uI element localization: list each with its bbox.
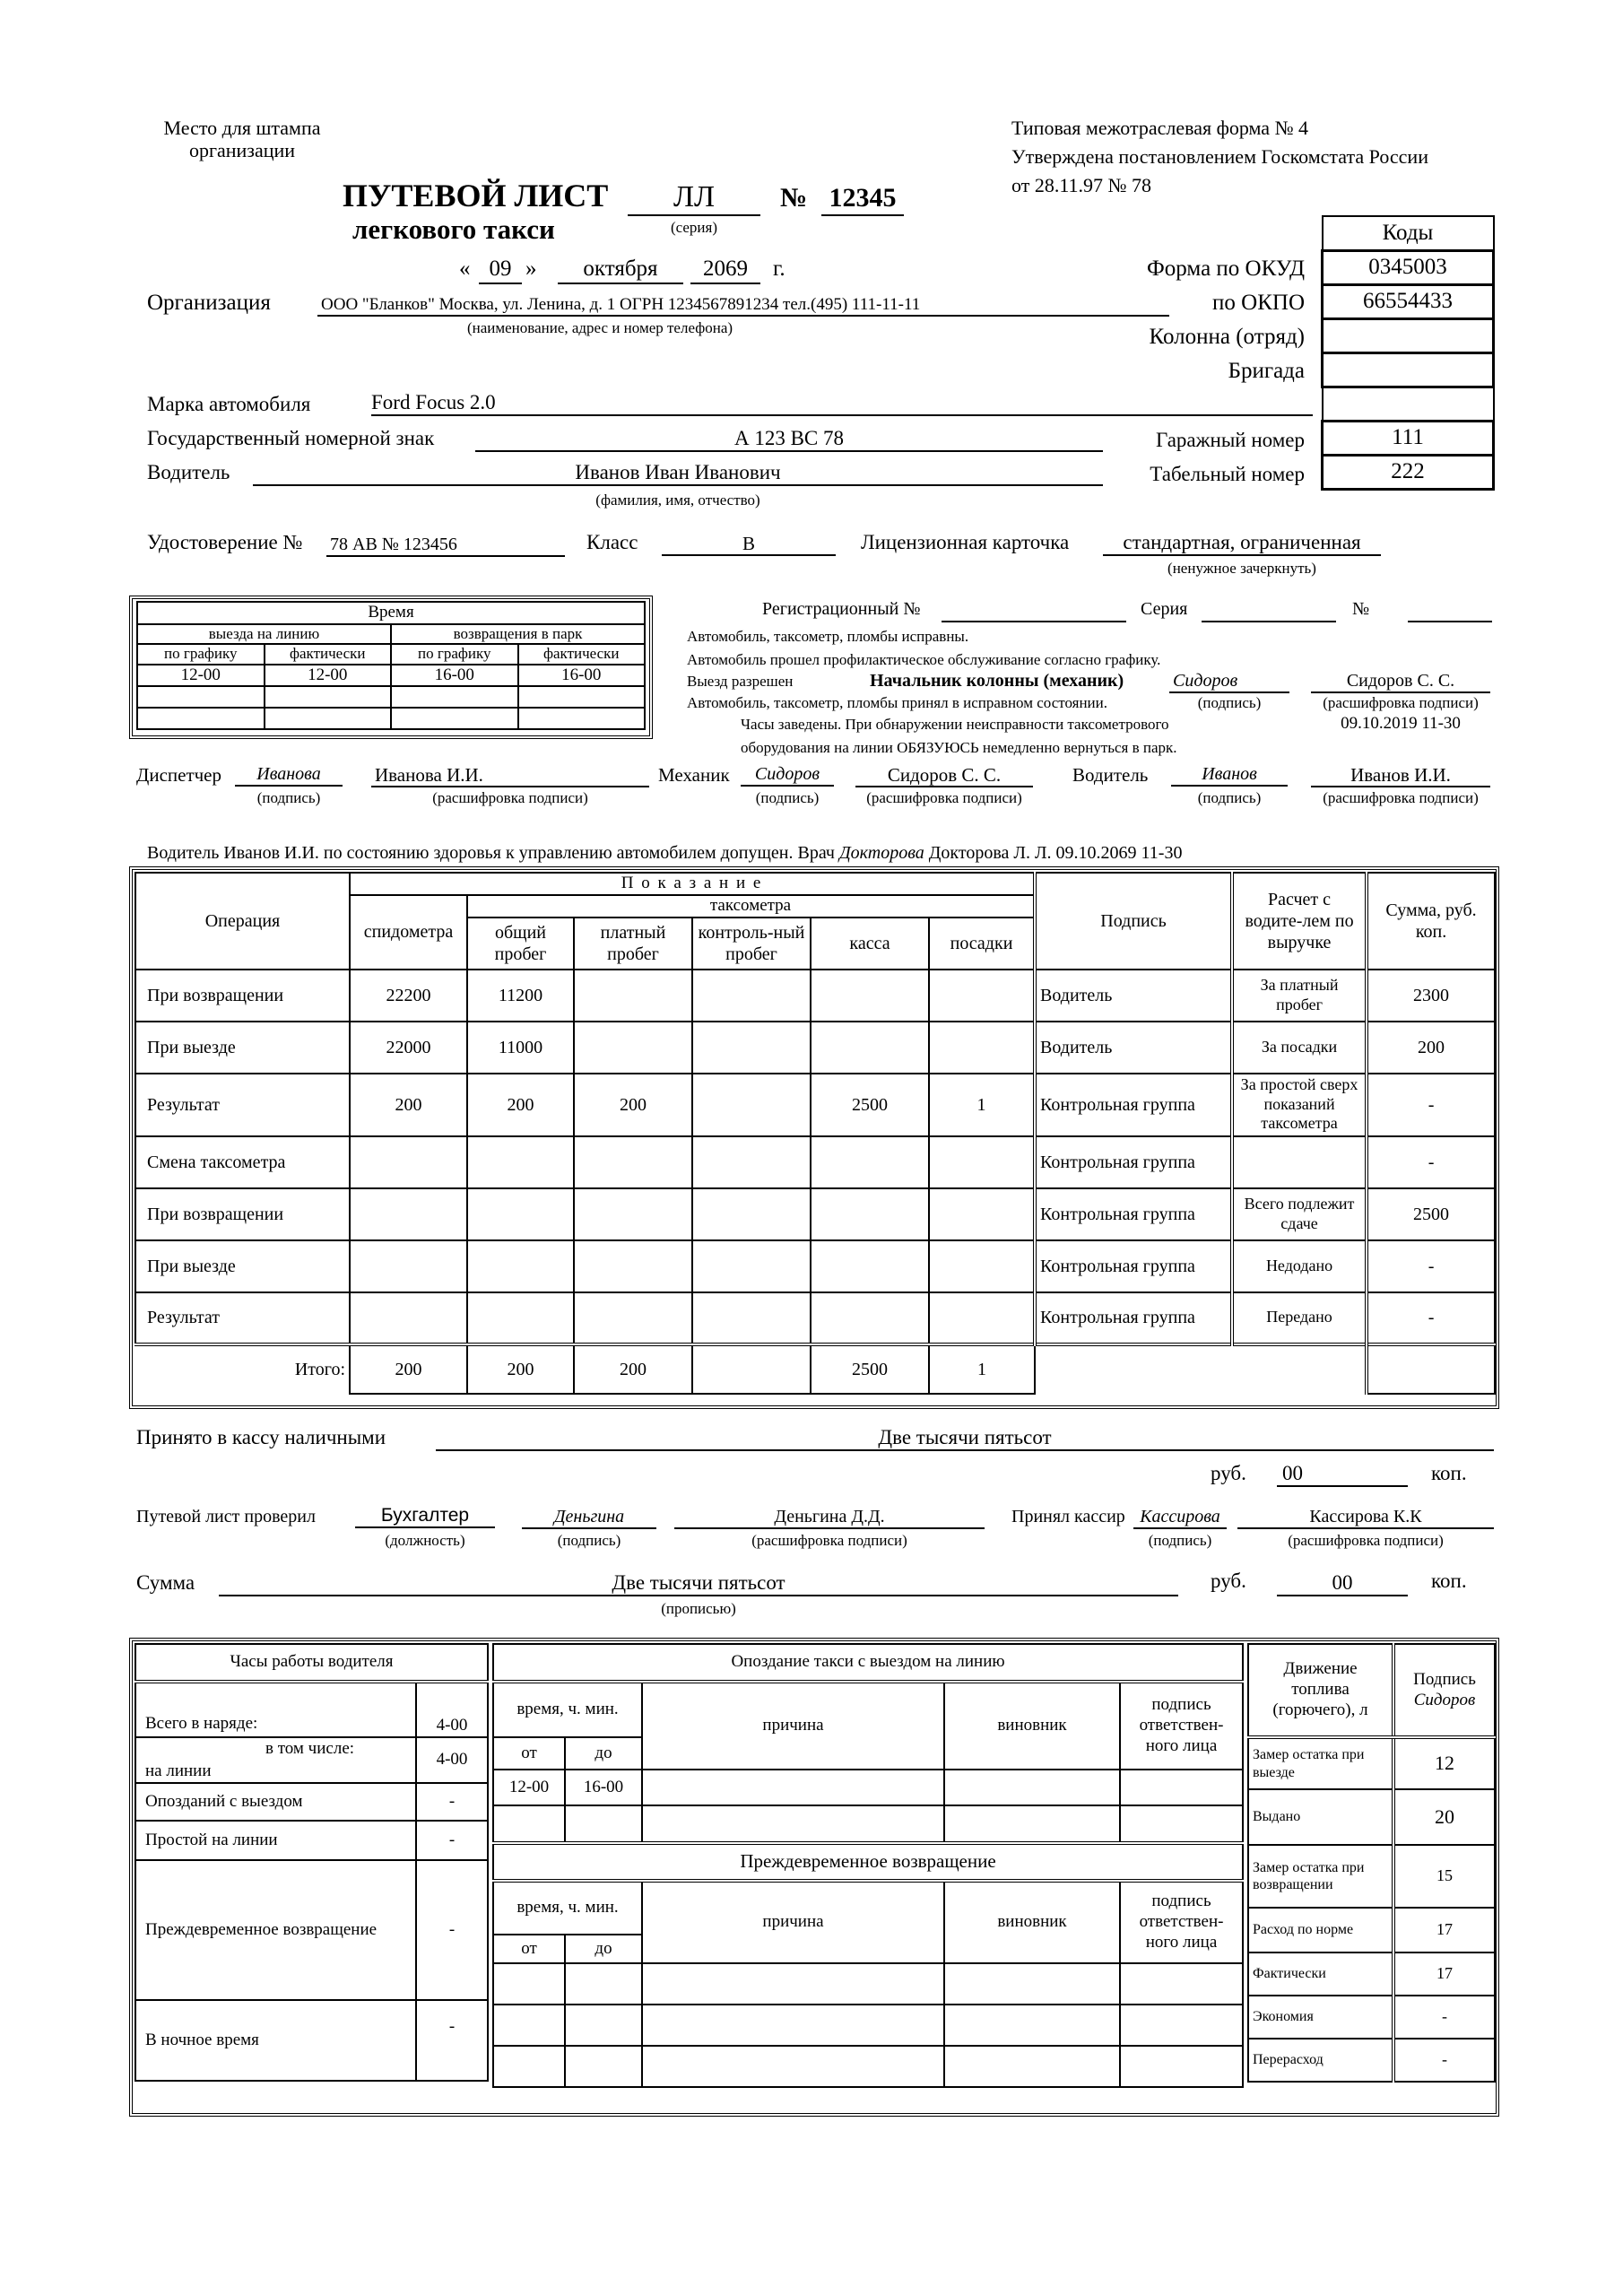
- total-duty-label: Всего в наряде:: [135, 1682, 416, 1737]
- table-row: [135, 1188, 1495, 1240]
- mechanic-label: Механик: [658, 764, 730, 786]
- brigade-code: [1323, 352, 1494, 387]
- driver-sign-name: Иванов И.И.: [1311, 764, 1490, 787]
- cash-kop: 00: [1277, 1462, 1408, 1487]
- fuel-label: Замер остатка при выезде: [1248, 1737, 1393, 1789]
- row-control: [692, 1292, 811, 1344]
- time-table: [136, 601, 646, 730]
- fuel-label: Фактически: [1248, 1952, 1393, 1996]
- mechanic-sign-caption: (подпись): [755, 789, 820, 806]
- late-time-hdr: время, ч. мин.: [493, 1682, 642, 1737]
- late-reason-hdr: причина: [642, 1682, 944, 1770]
- dispatcher-decode-caption: (расшифровка подписи): [432, 789, 588, 806]
- okpo-code: 66554433: [1323, 284, 1494, 318]
- fuel-value: 15: [1393, 1845, 1495, 1908]
- chief-decode-caption: (расшифровка подписи): [1323, 694, 1479, 711]
- total-row: [135, 1344, 1495, 1394]
- card-value: стандартная, ограниченная: [1103, 531, 1381, 556]
- row-cash: [811, 1292, 929, 1344]
- org-value: ООО "Бланков" Москва, ул. Ленина, д. 1 ОГРН 1234567891234 тел.(495) 111-11-11: [317, 295, 1169, 317]
- reg-label: Регистрационный №: [762, 599, 921, 619]
- fuel-value: 12: [1393, 1737, 1495, 1789]
- time-value: 12-00: [137, 665, 265, 687]
- date-close: »: [525, 257, 537, 281]
- stamp-place: Место для штампа организации: [163, 117, 321, 162]
- position-caption: (должность): [385, 1532, 465, 1549]
- early-time-hdr: время, ч. мин.: [493, 1881, 642, 1935]
- h-operation: Операция: [135, 873, 350, 970]
- reg-line1: Автомобиль, таксометр, пломбы исправны.: [687, 628, 969, 645]
- row-sum: -: [1367, 1136, 1495, 1188]
- row-total: 11200: [467, 970, 574, 1022]
- time-plan-2: по графику: [391, 644, 518, 664]
- class-label: Класс: [586, 531, 638, 553]
- row-calc: Недодано: [1232, 1240, 1367, 1292]
- tab-code: 222: [1323, 455, 1494, 489]
- table-row: [135, 970, 1495, 1022]
- cash-label: Принято в кассу наличными: [136, 1426, 386, 1448]
- driver-sign-label: Водитель: [1072, 764, 1149, 786]
- row-sum: -: [1367, 1240, 1495, 1292]
- fuel-value: -: [1393, 2039, 1495, 2082]
- garage-code: 111: [1323, 421, 1494, 455]
- late-title: Опоздание такси с выездом на линию: [493, 1644, 1243, 1682]
- online-cell: [135, 1737, 416, 1783]
- time-depart: выезда на линию: [137, 624, 391, 644]
- row-cash: 2500: [811, 1074, 929, 1136]
- total-cash: 2500: [811, 1344, 929, 1394]
- column-label: Колонна (отряд): [1149, 325, 1305, 349]
- row-landings: 1: [929, 1074, 1035, 1136]
- row-sign: Водитель: [1035, 1022, 1232, 1074]
- doc-title: ПУТЕВОЙ ЛИСТ: [343, 178, 609, 213]
- row-landings: [929, 1292, 1035, 1344]
- mechanic-decode-caption: (расшифровка подписи): [866, 789, 1022, 806]
- row-paid: [574, 1136, 692, 1188]
- cashier-signature: Кассирова: [1133, 1507, 1227, 1529]
- cash-kop-label: коп.: [1431, 1462, 1467, 1484]
- chief-name: Сидоров С. С.: [1311, 671, 1490, 693]
- codes-empty: [1323, 387, 1494, 421]
- fuel-title: Движение топлива (горючего), л: [1248, 1644, 1393, 1737]
- row-sign: Контрольная группа: [1035, 1136, 1232, 1188]
- row-calc: [1232, 1136, 1367, 1188]
- row-speedo: 22000: [350, 1022, 467, 1074]
- row-total: [467, 1240, 574, 1292]
- row-sign: Контрольная группа: [1035, 1074, 1232, 1136]
- row-paid: 200: [574, 1074, 692, 1136]
- reg-num-line: [1408, 621, 1492, 622]
- total-total: 200: [467, 1344, 574, 1394]
- sum-label: Сумма: [136, 1571, 195, 1594]
- row-control: [692, 1022, 811, 1074]
- driver-caption: (фамилия, имя, отчество): [595, 491, 760, 509]
- sum-rub-label: руб.: [1211, 1570, 1246, 1592]
- row-paid: [574, 970, 692, 1022]
- row-calc: За платный пробег: [1232, 970, 1367, 1022]
- time-title: Время: [137, 602, 645, 624]
- row-landings: [929, 970, 1035, 1022]
- h-control: контроль-ный пробег: [692, 918, 811, 970]
- dispatcher-sign-caption: (подпись): [256, 789, 321, 806]
- early-to-hdr: до: [565, 1935, 642, 1963]
- codes-title: Коды: [1323, 216, 1494, 250]
- cashier-decode-caption: (расшифровка подписи): [1288, 1532, 1444, 1549]
- total-sum: [1367, 1344, 1495, 1394]
- row-operation: Результат: [135, 1292, 350, 1344]
- total-speedo: 200: [350, 1344, 467, 1394]
- total-control: [692, 1344, 811, 1394]
- org-label: Организация: [147, 291, 271, 315]
- row-calc: За простой сверх показаний таксометра: [1232, 1074, 1367, 1136]
- late-to-hdr: до: [565, 1737, 642, 1770]
- fuel-signature: Сидоров: [1413, 1690, 1476, 1709]
- online-label: на линии: [145, 1761, 212, 1780]
- early-culprit-hdr: виновник: [944, 1881, 1120, 1963]
- sum-kop: 00: [1277, 1571, 1408, 1596]
- time-value: 16-00: [518, 665, 646, 687]
- checked-label: Путевой лист проверил: [136, 1507, 316, 1526]
- row-calc: Всего подлежит сдаче: [1232, 1188, 1367, 1240]
- row-sum: -: [1367, 1074, 1495, 1136]
- row-total: [467, 1188, 574, 1240]
- plate-value: А 123 ВС 78: [475, 427, 1103, 452]
- late-from: 12-00: [493, 1770, 565, 1805]
- early-from-hdr: от: [493, 1935, 565, 1963]
- readings-table: [135, 872, 1496, 1395]
- cash-rub-label: руб.: [1211, 1462, 1246, 1484]
- row-sign: Контрольная группа: [1035, 1240, 1232, 1292]
- row-control: [692, 1136, 811, 1188]
- total-landings: 1: [929, 1344, 1035, 1394]
- row-sign: Контрольная группа: [1035, 1188, 1232, 1240]
- night-label: В ночное время: [135, 2000, 416, 2081]
- fuel-value: 17: [1393, 1952, 1495, 1996]
- row-speedo: 200: [350, 1074, 467, 1136]
- row-landings: [929, 1240, 1035, 1292]
- form-line-3: от 28.11.97 № 78: [1011, 174, 1151, 196]
- h-calc: Расчет с водите-лем по выручке: [1232, 873, 1367, 970]
- driver-sign-caption: (подпись): [1197, 789, 1262, 806]
- reg-num-label: №: [1352, 599, 1370, 619]
- column-code: [1323, 318, 1494, 352]
- cashier-sign-caption: (подпись): [1148, 1532, 1212, 1549]
- garage-label: Гаражный номер: [1156, 429, 1305, 451]
- sum-caption: (прописью): [661, 1600, 736, 1617]
- row-operation: Смена таксометра: [135, 1136, 350, 1188]
- reg-series-label: Серия: [1141, 599, 1188, 619]
- row-total: 200: [467, 1074, 574, 1136]
- card-caption: (ненужное зачеркнуть): [1167, 560, 1316, 577]
- late-to: 16-00: [565, 1770, 642, 1805]
- okud-code: 0345003: [1323, 250, 1494, 284]
- mechanic-name: Сидоров С. С.: [855, 764, 1033, 787]
- dispatcher-label: Диспетчер: [136, 764, 222, 786]
- cash-words: Две тысячи пятьсот: [436, 1426, 1494, 1451]
- h-cash: касса: [811, 918, 929, 970]
- idle-label: Простой на линии: [135, 1821, 416, 1860]
- fuel-sign-cell: [1393, 1644, 1495, 1737]
- chief-signature: Сидоров: [1169, 671, 1289, 693]
- dispatcher-name: Иванова И.И.: [371, 764, 649, 787]
- exit-label: Выезд разрешен: [687, 673, 794, 690]
- row-calc: За посадки: [1232, 1022, 1367, 1074]
- row-sum: 2300: [1367, 970, 1495, 1022]
- time-fact-1: фактически: [265, 644, 392, 664]
- early-value: -: [416, 1860, 488, 2000]
- late-table: [492, 1643, 1244, 2088]
- fuel-label: Расход по норме: [1248, 1908, 1393, 1952]
- plate-label: Государственный номерной знак: [147, 427, 435, 449]
- chief-sign-caption: (подпись): [1197, 694, 1262, 711]
- time-plan-1: по графику: [137, 644, 265, 664]
- accountant-sign-caption: (подпись): [557, 1532, 621, 1549]
- accountant-signature: Деньгина: [522, 1507, 656, 1529]
- row-sum: -: [1367, 1292, 1495, 1344]
- row-control: [692, 1240, 811, 1292]
- row-speedo: [350, 1188, 467, 1240]
- row-operation: При возвращении: [135, 970, 350, 1022]
- fuel-label: Перерасход: [1248, 2039, 1393, 2082]
- time-value: 16-00: [391, 665, 518, 687]
- brigade-label: Бригада: [1228, 359, 1305, 383]
- series-value: ЛЛ: [628, 179, 760, 216]
- night-value: -: [416, 2000, 488, 2081]
- h-paid: платный пробег: [574, 918, 692, 970]
- class-value: В: [662, 533, 836, 556]
- row-landings: [929, 1188, 1035, 1240]
- tab-label: Табельный номер: [1150, 463, 1305, 485]
- license-value: 78 АВ № 123456: [326, 535, 565, 557]
- row-paid: [574, 1240, 692, 1292]
- row-control: [692, 1188, 811, 1240]
- hours-table: [135, 1643, 489, 2082]
- accountant-position: Бухгалтер: [355, 1505, 495, 1528]
- row-sum: 2500: [1367, 1188, 1495, 1240]
- late-label: Опозданий с выездом: [135, 1783, 416, 1821]
- date-year: 2069: [690, 257, 760, 284]
- h-sign: Подпись: [1035, 873, 1232, 970]
- h-sum: Сумма, руб. коп.: [1367, 873, 1495, 970]
- row-speedo: [350, 1240, 467, 1292]
- reg-series-line: [1202, 621, 1336, 622]
- early-label: Преждевременное возвращение: [135, 1860, 416, 2000]
- fuel-value: 20: [1393, 1789, 1495, 1845]
- row-total: [467, 1292, 574, 1344]
- row-total: [467, 1136, 574, 1188]
- row-sign: Контрольная группа: [1035, 1292, 1232, 1344]
- row-operation: При выезде: [135, 1240, 350, 1292]
- reg-datetime: 09.10.2019 11-30: [1341, 714, 1461, 733]
- series-caption: (серия): [670, 219, 718, 236]
- row-landings: [929, 1136, 1035, 1188]
- row-control: [692, 1074, 811, 1136]
- reg-line3: Автомобиль, таксометр, пломбы принял в исправном состоянии.: [687, 694, 1107, 711]
- fuel-sign-hdr: Подпись: [1413, 1669, 1476, 1689]
- total-duty-value: 4-00: [416, 1682, 488, 1737]
- medical-line: Водитель Иванов И.И. по состоянию здоровья к управлению автомобилем допущен. Врач Докторова Докторова Л. Л. 09.10.2069 11-30: [147, 843, 1183, 863]
- late-value: -: [416, 1783, 488, 1821]
- idle-value: -: [416, 1821, 488, 1860]
- license-label: Удостоверение №: [147, 531, 303, 553]
- row-cash: [811, 1022, 929, 1074]
- time-fact-2: фактически: [518, 644, 646, 664]
- table-row: [135, 1022, 1495, 1074]
- row-speedo: 22200: [350, 970, 467, 1022]
- chief-label: Начальник колонны (механик): [870, 671, 1124, 691]
- row-total: 11000: [467, 1022, 574, 1074]
- h-landings: посадки: [929, 918, 1035, 970]
- fuel-label: Выдано: [1248, 1789, 1393, 1845]
- table-row: [135, 1240, 1495, 1292]
- form-line-2: Утверждена постановлением Госкомстата России: [1011, 145, 1428, 168]
- row-cash: [811, 970, 929, 1022]
- row-control: [692, 970, 811, 1022]
- codes-table: [1321, 215, 1495, 491]
- row-speedo: [350, 1136, 467, 1188]
- h-taxometer: таксометра: [467, 895, 1035, 918]
- accountant-decode-caption: (расшифровка подписи): [751, 1532, 907, 1549]
- fuel-label: Замер остатка при возвращении: [1248, 1845, 1393, 1908]
- card-label: Лицензионная карточка: [861, 531, 1070, 553]
- late-culprit-hdr: виновник: [944, 1682, 1120, 1770]
- row-operation: При возвращении: [135, 1188, 350, 1240]
- late-resp-hdr: подпись ответствен-ного лица: [1120, 1682, 1243, 1770]
- total-label: Итого:: [135, 1344, 350, 1394]
- sum-kop-label: коп.: [1431, 1570, 1467, 1592]
- row-cash: [811, 1240, 929, 1292]
- fuel-table: [1247, 1643, 1496, 2083]
- driver-value: Иванов Иван Иванович: [253, 461, 1103, 486]
- okpo-label: по ОКПО: [1212, 291, 1305, 315]
- row-cash: [811, 1136, 929, 1188]
- sum-words: Две тысячи пятьсот: [219, 1571, 1178, 1596]
- driver-decode-caption: (расшифровка подписи): [1323, 789, 1479, 806]
- row-landings: [929, 1022, 1035, 1074]
- doc-subtitle: легкового такси: [352, 213, 555, 245]
- row-operation: При выезде: [135, 1022, 350, 1074]
- incl-label: в том числе:: [265, 1739, 355, 1758]
- row-sign: Водитель: [1035, 970, 1232, 1022]
- h-indication: П о к а з а н и е: [350, 873, 1035, 895]
- h-speedo: спидометра: [350, 895, 467, 970]
- dispatcher-signature: Иванова: [235, 764, 343, 787]
- row-operation: Результат: [135, 1074, 350, 1136]
- org-caption: (наименование, адрес и номер телефона): [466, 319, 733, 336]
- reg-line4: Часы заведены. При обнаружении неисправности таксометрового: [741, 716, 1169, 733]
- mechanic-signature: Сидоров: [741, 764, 834, 787]
- table-row: [135, 1136, 1495, 1188]
- okud-label: Форма по ОКУД: [1147, 257, 1305, 281]
- row-speedo: [350, 1292, 467, 1344]
- row-paid: [574, 1022, 692, 1074]
- brand-label: Марка автомобиля: [147, 393, 311, 415]
- fuel-label: Экономия: [1248, 1996, 1393, 2039]
- doc-number: 12345: [821, 183, 904, 216]
- date-suffix: г.: [773, 257, 785, 281]
- time-value: 12-00: [265, 665, 392, 687]
- form-line-1: Типовая межотраслевая форма № 4: [1011, 117, 1309, 139]
- row-cash: [811, 1188, 929, 1240]
- reg-line5: оборудования на линии ОБЯЗУЮСЬ немедленно вернуться в парк.: [741, 739, 1177, 756]
- row-paid: [574, 1292, 692, 1344]
- row-paid: [574, 1188, 692, 1240]
- fuel-value: 17: [1393, 1908, 1495, 1952]
- h-total: общий пробег: [467, 918, 574, 970]
- row-calc: Передано: [1232, 1292, 1367, 1344]
- online-value: 4-00: [416, 1737, 488, 1783]
- cashier-label: Принял кассир: [1011, 1507, 1125, 1526]
- cashier-name: Кассирова К.К: [1237, 1507, 1494, 1529]
- number-sign: №: [780, 183, 808, 213]
- early-reason-hdr: причина: [642, 1881, 944, 1963]
- table-row: [135, 1292, 1495, 1344]
- driver-label: Водитель: [147, 461, 230, 483]
- date-month: октября: [558, 257, 683, 284]
- hours-title: Часы работы водителя: [135, 1644, 488, 1682]
- table-row: [135, 1074, 1495, 1136]
- driver-signature: Иванов: [1171, 764, 1288, 787]
- date-open: «: [459, 257, 471, 281]
- fuel-value: -: [1393, 1996, 1495, 2039]
- early-resp-hdr: подпись ответствен-ного лица: [1120, 1881, 1243, 1963]
- reg-line: [942, 621, 1126, 622]
- brand-value: Ford Focus 2.0: [371, 391, 1313, 416]
- reg-line2: Автомобиль прошел профилактическое обслуживание согласно графику.: [687, 651, 1161, 668]
- date-day: 09: [479, 257, 522, 284]
- late-from-hdr: от: [493, 1737, 565, 1770]
- row-sum: 200: [1367, 1022, 1495, 1074]
- time-return: возвращения в парк: [391, 624, 645, 644]
- total-paid: 200: [574, 1344, 692, 1394]
- accountant-name: Деньгина Д.Д.: [674, 1507, 985, 1529]
- early-title: Преждевременное возвращение: [493, 1843, 1243, 1881]
